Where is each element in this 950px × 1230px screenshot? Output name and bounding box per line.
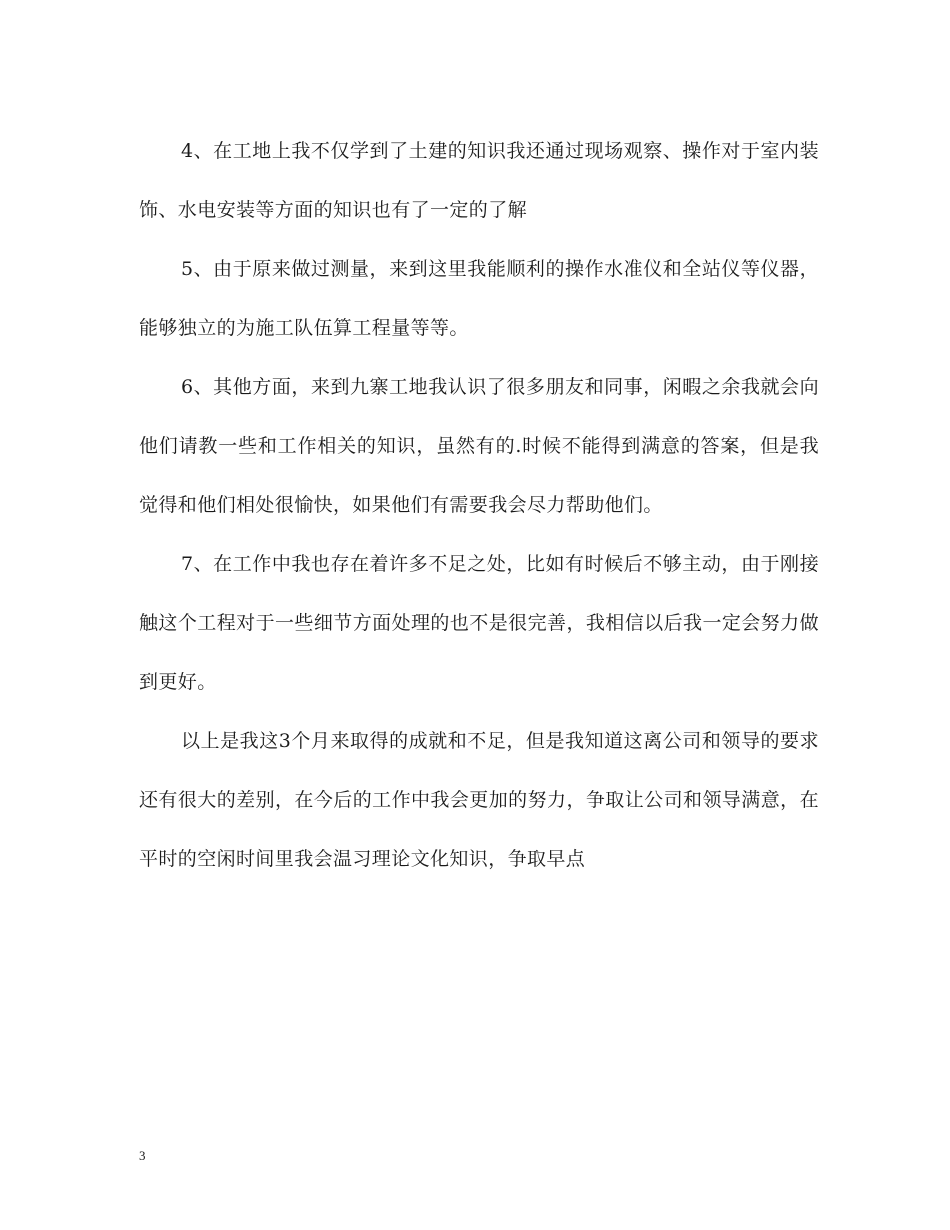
body-text [139, 122, 819, 889]
page-number: 3 [139, 1148, 146, 1163]
paragraph-summary: 以上是我这3个月来取得的成就和不足，但是我知道这离公司和领导的要求还有很大的差别，在今后的工作中我会更加的努力，争取让公司和领导满意，在平时的空闲时间里我会温习理论文化知识，争取早点 [139, 730, 819, 870]
paragraph-item-5: 5、由于原来做过测量，来到这里我能顺利的操作水准仪和全站仪等仪器，能够独立的为施工队伍算工程量等等。 [139, 258, 819, 339]
paragraph-item-4: 4、在工地上我不仅学到了土建的知识我还通过现场观察、操作对于室内装饰、水电安装等方面的知识也有了一定的了解 [139, 140, 819, 221]
paragraph-item-6: 6、其他方面，来到九寨工地我认识了很多朋友和同事，闲暇之余我就会向他们请教一些和工作相关的知识，虽然有的.时候不能得到满意的答案，但是我觉得和他们相处很愉快，如果他们有需要我会尽力帮助他们。 [139, 376, 819, 516]
paragraph-item-7: 7、在工作中我也存在着许多不足之处，比如有时候后不够主动，由于刚接触这个工程对于一些细节方面处理的也不是很完善，我相信以后我一定会努力做到更好。 [139, 553, 819, 693]
